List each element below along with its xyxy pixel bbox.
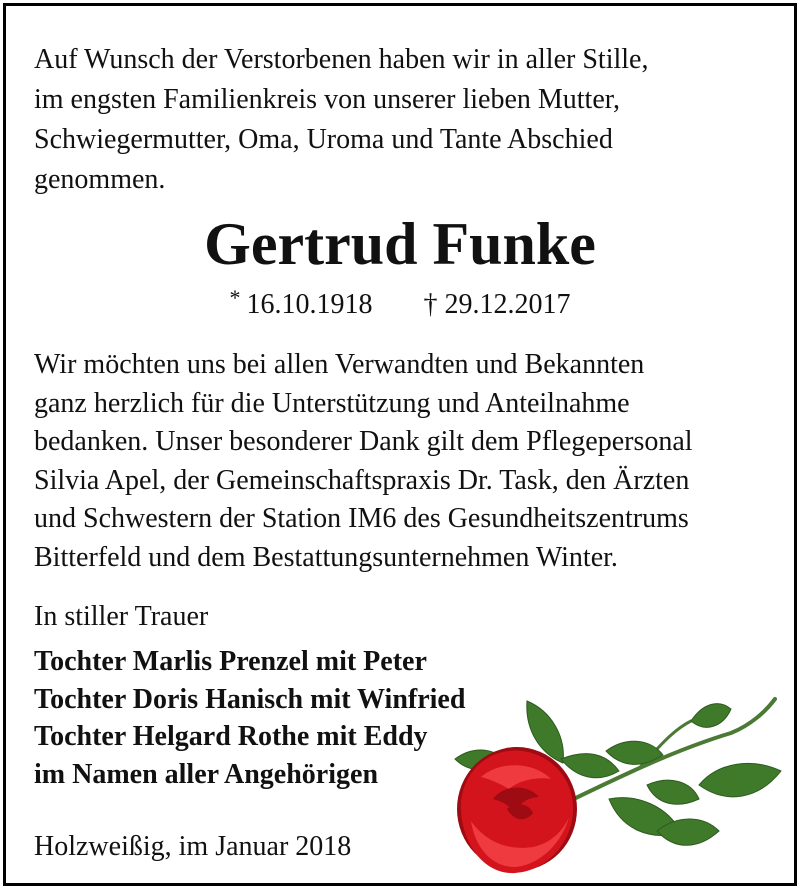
- thanks-line: und Schwestern der Station IM6 des Gesundheitszentrums: [34, 503, 689, 534]
- mourner-item: Tochter Marlis Prenzel mit Peter: [34, 646, 427, 677]
- mourner-item: Tochter Helgard Rothe mit Eddy: [34, 721, 428, 752]
- death-symbol: †: [423, 289, 438, 320]
- leaf: [699, 763, 781, 796]
- place-date: Holzweißig, im Januar 2018: [34, 831, 352, 862]
- thanks-line: bedanken. Unser besonderer Dank gilt dem Pflegepersonal: [34, 426, 693, 457]
- thanks-line: Bitterfeld und dem Bestattungsunternehmen Winter.: [34, 541, 618, 573]
- rose-bloom: [457, 747, 577, 873]
- intro-line: Schwiegermutter, Oma, Uroma und Tante Abschied: [34, 124, 613, 155]
- obituary-notice: [3, 3, 797, 886]
- thanks-line: ganz herzlich für die Unterstützung und Anteilnahme: [34, 387, 630, 419]
- birth-date: 16.10.1918: [246, 289, 373, 320]
- birth-symbol: *: [229, 285, 241, 310]
- birth-date-group: [229, 285, 373, 323]
- thanks-line: Silvia Apel, der Gemeinschaftspraxis Dr. Task, den Ärzten: [34, 464, 690, 496]
- intro-line: im engsten Familienkreis von unserer lieben Mutter,: [34, 84, 620, 115]
- life-dates: [6, 285, 794, 323]
- leaf: [561, 754, 619, 778]
- mourner-item: Tochter Doris Hanisch mit Winfried: [34, 683, 466, 715]
- intro-text: [34, 40, 774, 200]
- thanks-line: Wir möchten uns bei allen Verwandten und Bekannten: [34, 349, 645, 380]
- death-date: 29.12.2017: [444, 289, 571, 320]
- rose-image: [441, 681, 800, 886]
- death-date-group: [424, 289, 571, 320]
- leaf: [691, 704, 731, 728]
- leaf: [647, 780, 699, 804]
- intro-line: genommen.: [34, 164, 166, 195]
- intro-line: Auf Wunsch der Verstorbenen haben wir in aller Stille,: [34, 44, 649, 75]
- mourner-item: im Namen aller Angehörigen: [34, 758, 379, 790]
- deceased-name: Gertrud Funke: [204, 211, 596, 277]
- mourning-intro: In stiller Trauer: [34, 601, 209, 632]
- mourner-list: [34, 643, 465, 793]
- thanks-text: [34, 346, 784, 577]
